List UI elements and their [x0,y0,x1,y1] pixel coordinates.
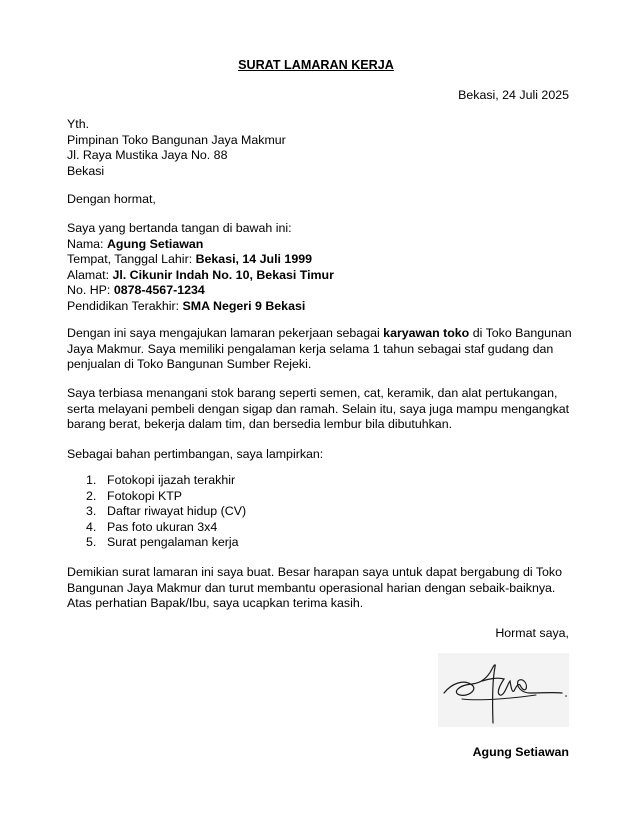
applicant-row [67,283,567,299]
signature-icon [438,653,569,727]
paragraph-skills: Saya terbiasa menangani stok barang seperti semen, cat, keramik, dan alat pertukangan, serta melayani pembeli dengan sigap dan ramah. Selain itu, saya juga mampu mengangkat barang berat, bekerja dalam tim, dan bersedia lembur bila dibutuhkan. [67,386,570,432]
signature-image [438,653,569,727]
list-number: 2. [86,488,97,503]
applicant-label: Pendidikan Terakhir: [67,298,183,313]
applicant-row [67,237,567,253]
position-applied: karyawan toko [383,326,470,340]
recipient-block [67,117,567,179]
recipient-yth: Yth. [67,117,90,131]
list-number: 3. [86,504,97,518]
paragraph-application-start: Dengan ini saya mengajukan lamaran pekerjaan sebagai [67,326,384,340]
applicant-label: Alamat: [67,267,113,282]
list-item [86,489,486,505]
list-text: Fotokopi ijazah terakhir [107,473,236,487]
letter-title: SURAT LAMARAN KERJA [238,58,394,72]
list-text: Daftar riwayat hidup (CV) [107,504,247,518]
list-number: 4. [86,519,97,534]
list-item [86,504,486,520]
recipient-address: Jl. Raya Mustika Jaya No. 88 [67,148,228,162]
applicant-value: Bekasi, 14 Juli 1999 [195,252,312,266]
letter-date: Bekasi, 24 Juli 2025 [458,88,569,102]
applicant-label: No. HP: [67,283,114,297]
signatory-name: Agung Setiawan [472,745,569,759]
paragraph-application [67,326,572,373]
attachments-intro: Sebagai bahan pertimbangan, saya lampirkan: [67,447,324,461]
applicant-value: Jl. Cikunir Indah No. 10, Bekasi Timur [112,267,334,282]
paragraph-closing: Demikian surat lamaran ini saya buat. Besar harapan saya untuk dapat bergabung di Toko Bangunan Jaya Makmur dan turut membantu operasional harian dengan sebaik-baiknya. Atas perhatian Bapak/Ibu, saya ucapkan terima kasih. [67,565,563,611]
list-text: Fotokopi KTP [107,488,183,503]
attachments-list [86,473,486,551]
list-text: Surat pengalaman kerja [107,535,239,549]
intro-line: Saya yang bertanda tangan di bawah ini: [67,221,292,235]
greeting: Dengan hormat, [67,192,156,206]
list-number: 1. [86,473,97,487]
applicant-label: Nama: [67,236,107,251]
applicant-value: 0878-4567-1234 [113,283,205,297]
list-number: 5. [86,535,97,549]
applicant-row [67,268,567,284]
list-item [86,535,486,551]
closing-salutation: Hormat saya, [495,626,569,640]
applicant-row [67,299,567,315]
applicant-row [67,252,567,268]
recipient-city: Bekasi [67,163,105,178]
list-item [86,473,486,489]
applicant-value: SMA Negeri 9 Bekasi [182,298,306,313]
applicant-value: Agung Setiawan [106,236,204,251]
list-text: Pas foto ukuran 3x4 [107,519,218,534]
recipient-name: Pimpinan Toko Bangunan Jaya Makmur [67,132,286,147]
paragraph-application-end: di Toko Bangunan Jaya Makmur. Saya memiliki pengalaman kerja selama 1 tahun sebagai staf gudang dan penjualan di Toko Bangunan Sumber Rejeki. [67,326,572,372]
applicant-label: Tempat, Tanggal Lahir: [67,252,196,266]
applicant-block [67,221,567,314]
list-item [86,520,486,536]
